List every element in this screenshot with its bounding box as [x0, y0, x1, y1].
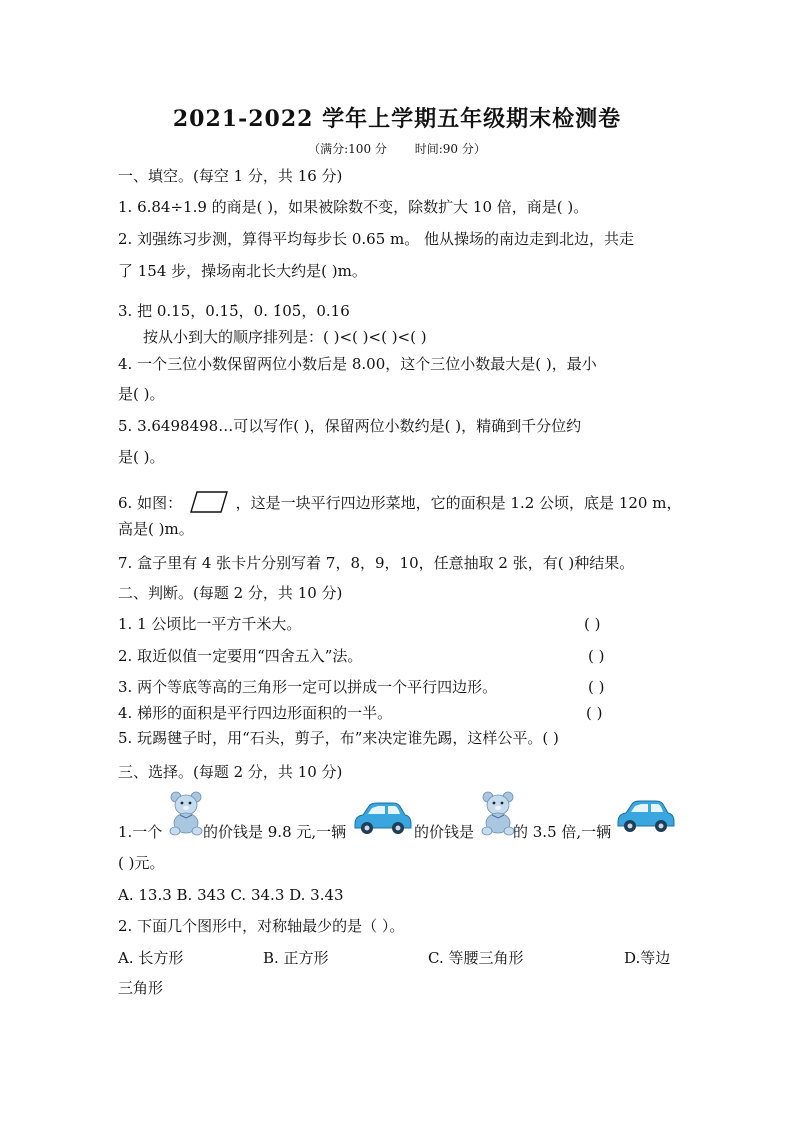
judge-q4-paren: ( ) — [586, 704, 603, 722]
q1-7: 7. 盒子里有 4 张卡片分别写着 7，8，9，10，任意抽取 2 张，有( )种结果。 — [118, 554, 635, 572]
q1-6-text: ，这是一块平行四边形菜地，它的面积是 1.2 公顷，底是 120 m， — [235, 494, 682, 512]
q1-6-prefix: 6. 如图： — [118, 494, 183, 512]
teddy-bear-icon — [478, 790, 518, 836]
teddy-bear-icon — [166, 790, 206, 836]
page-title: 2021-2022 学年上学期五年级期末检测卷 — [172, 106, 622, 132]
choice-q2-option-b: B. 正方形 — [263, 949, 329, 967]
q1-3-line1: 3. 把 0.15，0.15̇，0. 1̇05̇，0.16 — [118, 302, 350, 320]
choice-q1-part1: 1.一个 — [118, 823, 163, 841]
q1-2-line1: 2. 刘强练习步测，算得平均每步长 0.65 m。 他从操场的南边走到北边，共走 — [118, 230, 635, 248]
blue-car-icon — [614, 798, 676, 834]
judge-q1-paren: ( ) — [584, 615, 601, 633]
q1-6-line2: 高是( )m。 — [118, 520, 194, 538]
choice-q1-part3: 的价钱是 — [414, 823, 475, 841]
choice-q1-part4: 的 3.5 倍,一辆 — [513, 823, 612, 841]
full-score: （满分:100 分 — [308, 142, 387, 156]
q1-4-line2: 是( )。 — [118, 385, 165, 403]
judge-q4: 4. 梯形的面积是平行四边形面积的一半。 — [118, 704, 393, 722]
judge-q3-paren: ( ) — [588, 678, 605, 696]
q1-1: 1. 6.84÷1.9 的商是( )，如果被除数不变，除数扩大 10 倍，商是( )。 — [118, 198, 589, 216]
choice-q1-line2: ( )元。 — [118, 854, 165, 872]
section2-heading: 二、判断。(每题 2 分，共 10 分) — [118, 584, 343, 602]
judge-q3: 3. 两个等底等高的三角形一定可以拼成一个平行四边形。 — [118, 678, 498, 696]
q1-4-line1: 4. 一个三位小数保留两位小数后是 8.00，这个三位小数最大是( )，最小 — [118, 355, 597, 373]
choice-q2-line2: 三角形 — [118, 979, 164, 997]
section3-heading: 三、选择。(每题 2 分，共 10 分) — [118, 763, 343, 781]
q1-3-line2: 按从小到大的顺序排列是：( )<( )<( )<( ) — [143, 328, 427, 346]
judge-q1: 1. 1 公顷比一平方千米大。 — [118, 615, 302, 633]
judge-q5: 5. 玩踢毽子时，用“石头，剪子，布”来决定谁先踢，这样公平。( ) — [118, 729, 559, 747]
choice-q1-options: A. 13.3 B. 343 C. 34.3 D. 3.43 — [118, 886, 344, 904]
q1-5-line1: 5. 3.6498498…可以写作( )，保留两位小数约是( )，精确到千分位约 — [118, 417, 582, 435]
judge-q2: 2. 取近似值一定要用“四舍五入”法。 — [118, 647, 363, 665]
q1-6-line1 — [118, 490, 682, 514]
choice-q1-part2: 的价钱是 9.8 元,一辆 — [203, 823, 347, 841]
choice-q2: 2. 下面几个图形中，对称轴最少的是（ ）。 — [118, 917, 405, 935]
choice-q2-option-c: C. 等腰三角形 — [428, 949, 524, 967]
parallelogram-icon — [189, 490, 229, 514]
section1-heading: 一、填空。(每空 1 分，共 16 分) — [118, 167, 343, 185]
exam-info — [0, 140, 794, 157]
judge-q2-paren: ( ) — [588, 647, 605, 665]
choice-q2-option-d: D.等边 — [624, 949, 671, 967]
exam-time: 时间:90 分） — [414, 142, 486, 156]
blue-car-icon — [351, 800, 413, 836]
q1-5-line2: 是( )。 — [118, 448, 165, 466]
q1-2-line2: 了 154 步，操场南北长大约是( )m。 — [118, 262, 367, 280]
choice-q2-option-a: A. 长方形 — [118, 949, 184, 967]
